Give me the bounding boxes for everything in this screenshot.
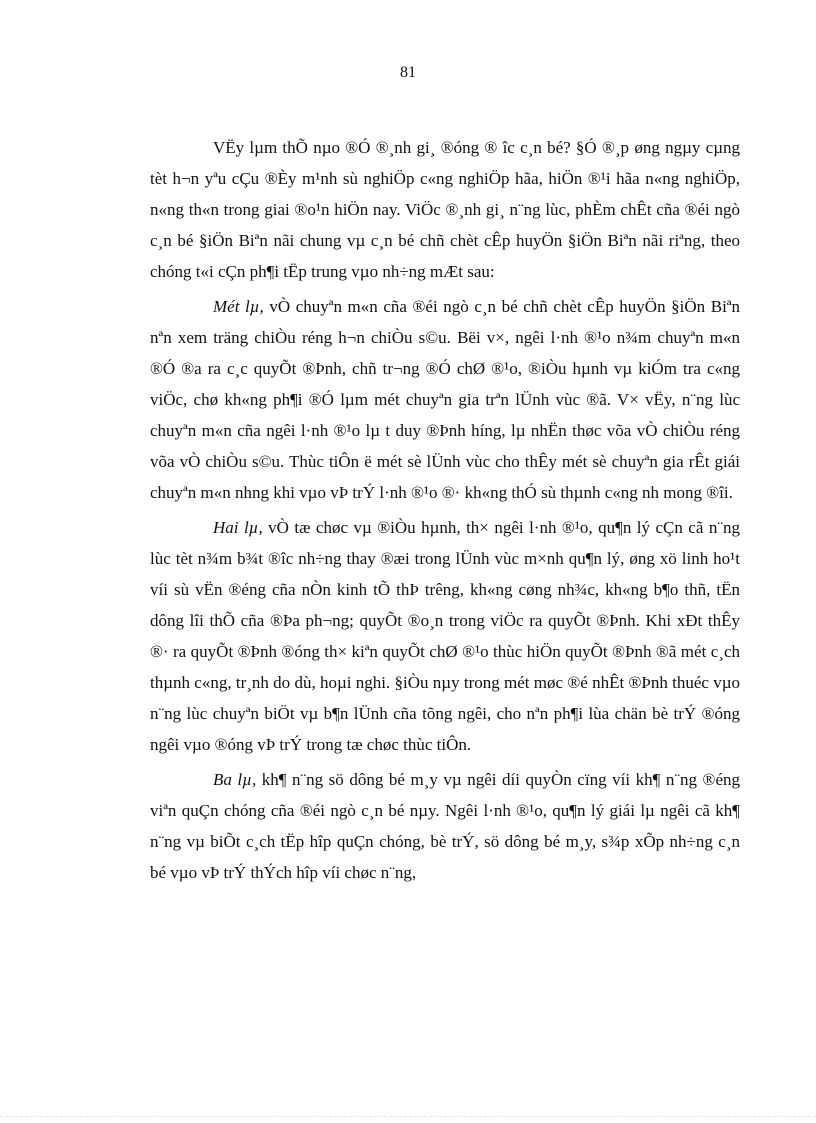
- paragraph-second-point-text: vÒ tæ chøc vµ ®iÒu hµnh, th× ngêi l·nh ®¹o, qu¶n lý cÇn cã n¨ng lùc tèt n¾m b¾t ®îc nh÷ng thay ®æi trong lÜnh vùc m×nh qu¶n lý, øng xö linh ho¹t víi sù vËn ®éng cña nÒn kinh tÕ thÞ trêng, kh«ng cøng nh¾c, kh«ng b¶o thñ, tËn dông lîi thÕ cña ®Þa ph¬ng; quyÕt ®o¸n trong viÖc ra quyÕt ®Þnh. Khi xÐt thÊy ®· ra quyÕt ®Þnh ®óng th× kiªn quyÕt chØ ®¹o thùc hiÖn quyÕt ®Þnh ®ã mét c¸ch thµnh c«ng, tr¸nh do dù, hoµi nghi. §iÒu nµy trong mét møc ®é nhÊt ®Þnh thuéc vµo n¨ng lùc chuyªn biÖt vµ b¶n lÜnh cña tõng ngêi, cho nªn ph¶i lùa chän bè trÝ ®óng ngêi vµo ®óng vÞ trÝ trong tæ chøc thùc tiÔn.: [150, 518, 740, 754]
- paragraph-second-point: [150, 512, 740, 760]
- page-bottom-border: [0, 1116, 816, 1117]
- body-text: [150, 132, 740, 892]
- paragraph-first-point: [150, 291, 740, 508]
- paragraph-first-point-text: vÒ chuyªn m«n cña ®éi ngò c¸n bé chñ chèt cÊp huyÖn §iÖn Biªn nªn xem träng chiÒu réng h¬n chiÒu s©u. Bëi v×, ngêi l·nh ®¹o n¾m chuyªn m«n ®Ó ®a ra c¸c quyÕt ®Þnh, chñ tr¬ng ®Ó chØ ®¹o, ®iÒu hµnh vµ kiÓm tra c«ng viÖc, chø kh«ng ph¶i ®Ó lµm mét chuyªn gia trªn lÜnh vùc ®ã. V× vËy, n¨ng lùc chuyªn m«n cña ngêi l·nh ®¹o lµ t duy ®Þnh híng, lµ nhËn thøc võa vÒ chiÒu réng võa vÒ chiÒu s©u. Thùc tiÔn ë mét sè lÜnh vùc cho thÊy mét sè chuyªn gia rÊt giái chuyªn m«n nhng khi vµo vÞ trÝ l·nh ®¹o ®· kh«ng thÓ sù thµnh c«ng nh mong ®îi.: [150, 297, 740, 502]
- paragraph-third-point: [150, 764, 740, 888]
- paragraph-lead: Mét lµ,: [213, 297, 264, 316]
- paragraph-lead: Ba lµ,: [213, 770, 257, 789]
- paragraph-lead: Hai lµ,: [213, 518, 263, 537]
- paragraph-intro-text: VËy lµm thÕ nµo ®Ó ®¸nh gi¸ ®óng ® îc c¸n bé? §Ó ®¸p øng ngµy cµng tèt h¬n yªu cÇu ®Èy m¹nh sù nghiÖp c«ng nghiÖp hãa, hiÖn ®¹i hãa n«ng nghiÖp, n«ng th«n trong giai ®o¹n hiÖn nay. ViÖc ®¸nh gi¸ n¨ng lùc, phÈm chÊt cña ®éi ngò c¸n bé §iÖn Biªn nãi chung vµ c¸n bé chñ chèt cÊp huyÖn §iÖn Biªn nãi riªng, theo chóng t«i cÇn ph¶i tËp trung vµo nh÷ng mÆt sau:: [150, 138, 740, 281]
- paragraph-third-point-text: kh¶ n¨ng sö dông bé m¸y vµ ngêi díi quyÒn cïng víi kh¶ n¨ng ®éng viªn quÇn chóng cña ®éi ngò c¸n bé nµy. Ngêi l·nh ®¹o, qu¶n lý giái lµ ngêi cã kh¶ n¨ng vµ biÕt c¸ch tËp hîp quÇn chóng, bè trÝ, sö dông bé m¸y, s¾p xÕp nh÷ng c¸n bé vµo vÞ trÝ thÝch hîp víi chøc n¨ng,: [150, 770, 740, 882]
- page-number: 81: [400, 64, 416, 81]
- paragraph-intro: [150, 132, 740, 287]
